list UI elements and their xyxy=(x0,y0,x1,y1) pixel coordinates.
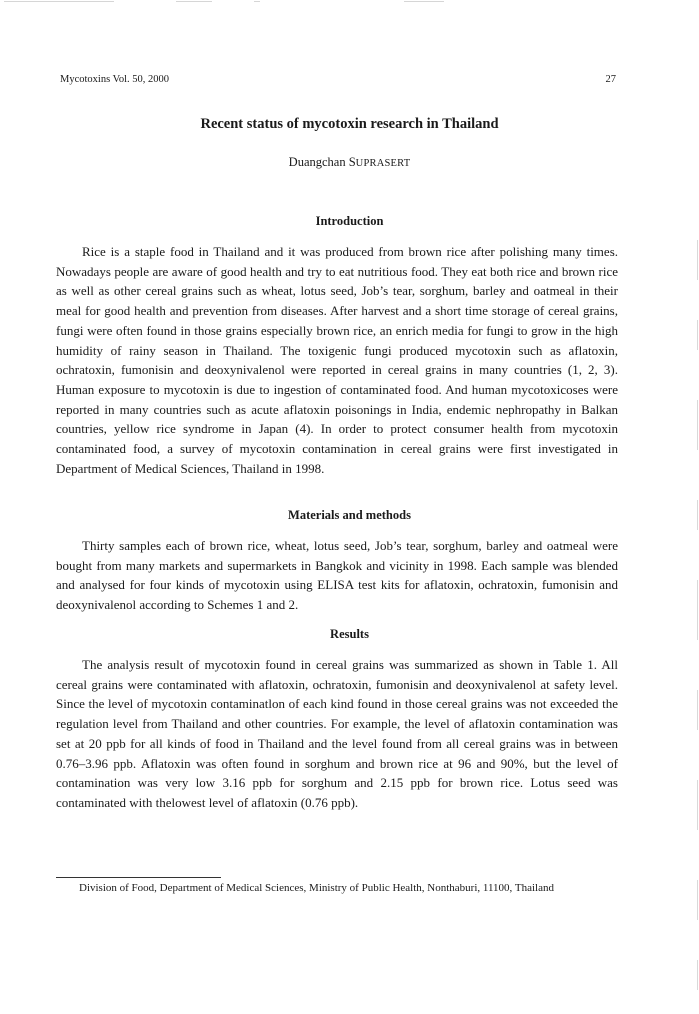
footnote-divider xyxy=(56,877,221,878)
paragraph-materials-methods: Thirty samples each of brown rice, wheat, lotus seed, Job’s tear, sorghum, barley and oatmeal were bought from many markets and supermarkets in Bangkok and vicinity in 1998. Each sample was blended and analysed for four kinds of mycotoxin using ELISA test kits for aflatoxin, ochratoxin, fumonisin and deoxynivalenol according to Schemes 1 and 2. xyxy=(56,538,618,613)
journal-citation: Mycotoxins Vol. 50, 2000 xyxy=(60,74,169,85)
author-family-initial: S xyxy=(348,155,356,169)
author-family-name xyxy=(349,155,411,169)
author-line xyxy=(0,155,699,170)
page-number: 27 xyxy=(605,74,616,85)
heading-introduction: Introduction xyxy=(315,214,384,228)
footnote-affiliation: Division of Food, Department of Medical Sciences, Ministry of Public Health, Nonthaburi, 11100, Thailand xyxy=(79,882,554,894)
article-title: Recent status of mycotoxin research in Thailand xyxy=(200,116,499,132)
author-given-name: Duangchan xyxy=(288,155,346,169)
heading-results: Results xyxy=(330,627,369,641)
paragraph-results: The analysis result of mycotoxin found in cereal grains was summarized as shown in Table 1. All cereal grains were contaminated with aflatoxin, ochratoxin, fumonisin and deoxynivalenol at safety level. Since the level of mycotoxin contaminatlon of each kind found in those cereal grains was not exceeded the regulation level from Thailand and other countries. For example, the level of aflatoxin contamination was set at 20 ppb for all kinds of food in Thailand and the level found from all cereal grains was in between 0.76–3.96 ppb. Aflatoxin was often found in sorghum and brown rice at 96 and 90%, but the level of contamination was very low 3.16 ppb for sorghum and 2.15 ppb for brown rice. Lotus seed was contaminated with thelowest level of aflatoxin (0.76 ppb). xyxy=(56,657,618,810)
paragraph-introduction: Rice is a staple food in Thailand and it was produced from brown rice after polishing many times. Nowadays people are aware of good health and try to eat nutritious food. They eat both rice and brown rice as well as other cereal grains such as wheat, lotus seed, Job’s tear, sorghum, barley and oatmeal in their meal for good health and prevention from diseases. After harvest and a short time storage of cereal grains, fungi were often found in those grains especially brown rice, an enrich media for fungi to grow in the high humidity of rainy season in Thailand. The toxigenic fungi produced mycotoxin such as aflatoxin, ochratoxin, fumonisin and deoxynivalenol were reported in cereal grains in many countries (1, 2, 3). Human exposure to mycotoxin is due to ingestion of contaminated food. And human mycotoxicoses were reported in many countries such as acute aflatoxin poisonings in India, endemic nephropathy in Balkan countries, yellow rice syndrome in Japan (4). In order to protect consumer health from mycotoxin contaminated food, a survey of mycotoxin contamination in cereal grains were first investigated in Department of Medical Sciences, Thailand in 1998. xyxy=(56,244,618,476)
author-family-rest: UPRASERT xyxy=(355,158,411,169)
running-header xyxy=(60,74,616,85)
heading-materials-methods: Materials and methods xyxy=(288,508,411,522)
scan-artifact-right-edge xyxy=(695,240,699,1000)
scan-artifact-top xyxy=(0,0,699,8)
